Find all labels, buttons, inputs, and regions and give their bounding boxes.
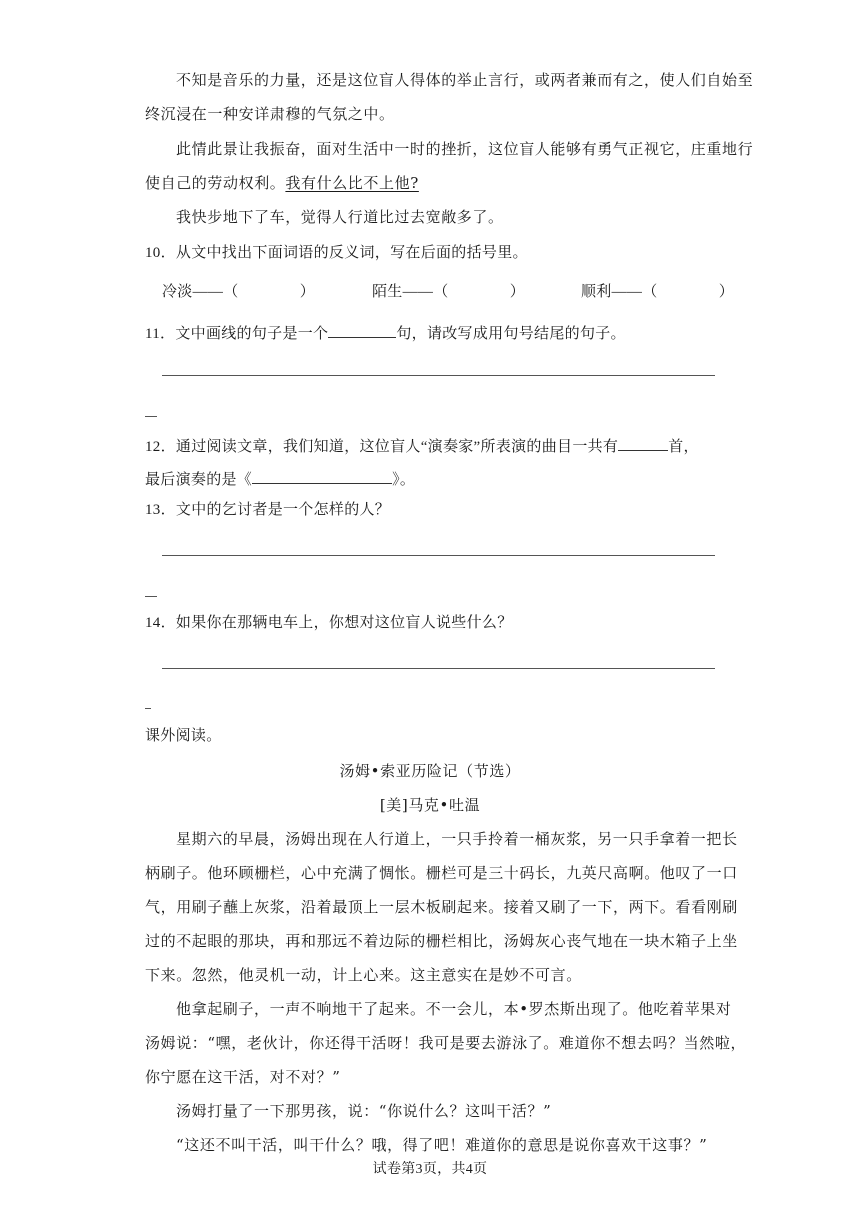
question-text: 最后演奏的是《	[145, 472, 253, 488]
antonym-item-1[interactable]: 冷淡——（ ）	[162, 284, 316, 300]
answer-line[interactable]	[162, 555, 715, 556]
passage-line: 气，用刷子蘸上灰浆，沿着最顶上一层木板刷起来。接着又刷了一下，两下。看看刚刷	[145, 898, 738, 916]
passage-line: “这还不叫干活，叫干什么？哦，得了吧！难道你的意思是说你喜欢干这事？”	[176, 1136, 708, 1154]
question-text: 》。	[392, 472, 416, 488]
passage-line: 你宁愿在这干活，对不对？”	[145, 1068, 341, 1086]
passage-text: 使自己的劳动权利。	[145, 174, 286, 192]
passage-line: 下来。忽然，他灵机一动，计上心来。这主意实在是妙不可言。	[145, 966, 582, 984]
passage-line: 不知是音乐的力量，还是这位盲人得体的举止言行，或两者兼而有之，使人们自始至	[176, 71, 754, 89]
antonym-item-2[interactable]: 陌生——（ ）	[372, 284, 526, 300]
answer-line[interactable]	[162, 668, 715, 669]
question-12-stem	[145, 434, 699, 457]
antonym-item-3[interactable]: 顺利——（ ）	[581, 284, 735, 300]
passage-line: 我快步地下了车，觉得人行道比过去宽敞多了。	[176, 208, 504, 226]
question-11-stem	[145, 321, 626, 344]
passage-line: 星期六的早晨，汤姆出现在人行道上，一只手拎着一桶灰浆，另一只手拿着一把长	[176, 830, 738, 848]
question-text: 11．文中画线的句子是一个	[145, 326, 329, 342]
answer-line-tail	[145, 708, 151, 709]
question-10-stem: 10．从文中找出下面词语的反义词，写在后面的括号里。	[145, 245, 528, 261]
answer-line-tail	[145, 416, 157, 417]
underlined-sentence: 我有什么比不上他?	[285, 174, 419, 192]
answer-line-tail	[145, 596, 157, 597]
passage-line: 汤姆说：“嘿，老伙计，你还得干活呀！我可是要去游泳了。难道你不想去吗？当然啦，	[145, 1034, 747, 1052]
question-text: 12．通过阅读文章，我们知道，这位盲人“演奏家”所表演的曲目一共有	[145, 439, 619, 455]
sentence-type-blank[interactable]	[328, 321, 396, 338]
piece-count-blank[interactable]	[618, 434, 668, 451]
question-12-line2	[145, 467, 415, 490]
last-piece-blank[interactable]	[252, 467, 392, 484]
passage-line: 过的不起眼的那块，再和那远不着边际的栅栏相比，汤姆灰心丧气地在一块木箱子上坐	[145, 932, 738, 950]
section-label: 课外阅读。	[145, 728, 222, 744]
question-text: 句，请改写成用句号结尾的句子。	[396, 326, 626, 342]
passage-line: 他拿起刷子，一声不响地干了起来。不一会儿，本•罗杰斯出现了。他吃着苹果对	[176, 1000, 732, 1018]
passage-author: [美]马克•吐温	[379, 796, 481, 814]
page-footer: 试卷第3页，共4页	[372, 1162, 488, 1177]
question-text: 首，	[668, 439, 699, 455]
answer-line[interactable]	[162, 375, 715, 376]
passage-line: 柄刷子。他环顾栅栏，心中充满了惆怅。栅栏可是三十码长，九英尺高啊。他叹了一口	[145, 864, 738, 882]
passage-line	[145, 173, 419, 193]
passage-line: 终沉浸在一种安详肃穆的气氛之中。	[145, 105, 395, 123]
passage-line: 汤姆打量了一下那男孩，说：“你说什么？这叫干活？”	[176, 1102, 552, 1120]
question-13-stem: 13．文中的乞讨者是一个怎样的人？	[145, 502, 391, 518]
question-14-stem: 14．如果你在那辆电车上，你想对这位盲人说些什么？	[145, 615, 513, 631]
passage-line: 此情此景让我振奋，面对生活中一时的挫折，这位盲人能够有勇气正视它，庄重地行	[176, 140, 754, 158]
passage-title: 汤姆•索亚历险记（节选）	[339, 762, 521, 780]
